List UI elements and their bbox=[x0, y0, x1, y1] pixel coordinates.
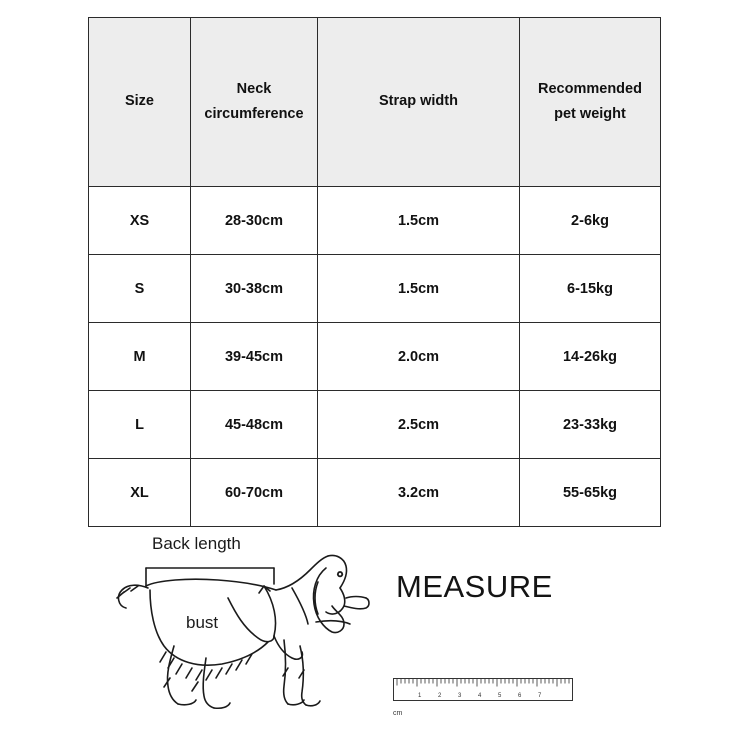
measure-illustration-section bbox=[0, 520, 750, 750]
column-header-neck-line1: Neck bbox=[236, 80, 272, 97]
ruler-tick-6: 6 bbox=[518, 693, 522, 699]
cell-weight: 6-15kg bbox=[520, 255, 661, 323]
column-header-size-label: Size bbox=[124, 93, 154, 110]
cell-strap: 3.2cm bbox=[318, 459, 520, 527]
table-row bbox=[89, 459, 661, 527]
ruler-tick-2: 2 bbox=[438, 693, 442, 699]
column-header-neck-line2: circumference bbox=[204, 106, 304, 122]
measure-title: MEASURE bbox=[396, 569, 553, 604]
cell-neck: 30-38cm bbox=[191, 255, 318, 323]
ruler-tick-7: 7 bbox=[538, 693, 542, 699]
cell-size: XS bbox=[89, 187, 191, 255]
cell-size: XL bbox=[89, 459, 191, 527]
table-body bbox=[89, 187, 661, 527]
column-header-strap-width bbox=[318, 18, 520, 187]
bust-label: bust bbox=[186, 613, 219, 632]
cell-strap: 2.5cm bbox=[318, 391, 520, 459]
table-header bbox=[89, 18, 661, 187]
cell-neck: 28-30cm bbox=[191, 187, 318, 255]
ruler-tick-1: 1 bbox=[418, 693, 422, 699]
cell-weight: 55-65kg bbox=[520, 459, 661, 527]
cell-strap: 2.0cm bbox=[318, 323, 520, 391]
cell-weight: 14-26kg bbox=[520, 323, 661, 391]
table-header-row bbox=[89, 18, 661, 187]
ruler-tick-5: 5 bbox=[498, 693, 502, 699]
ruler-icon bbox=[393, 670, 573, 715]
table-row bbox=[89, 391, 661, 459]
size-chart-table-container bbox=[88, 17, 660, 527]
cell-weight: 23-33kg bbox=[520, 391, 661, 459]
column-header-strap-label: Strap width bbox=[379, 93, 458, 110]
cell-size: M bbox=[89, 323, 191, 391]
column-header-weight-line1: Recommended bbox=[538, 80, 642, 97]
column-header-size bbox=[89, 18, 191, 187]
back-length-label: Back length bbox=[152, 534, 241, 553]
cell-strap: 1.5cm bbox=[318, 187, 520, 255]
dog-line-art-svg bbox=[78, 528, 378, 738]
ruler-svg bbox=[393, 670, 573, 710]
cell-size: L bbox=[89, 391, 191, 459]
cell-neck: 45-48cm bbox=[191, 391, 318, 459]
cell-neck: 39-45cm bbox=[191, 323, 318, 391]
table-row bbox=[89, 323, 661, 391]
column-header-recommended-pet-weight bbox=[520, 18, 661, 187]
size-chart-table bbox=[88, 17, 661, 527]
ruler-unit-label: cm bbox=[393, 710, 403, 717]
ruler-tick-3: 3 bbox=[458, 693, 462, 699]
cell-size: S bbox=[89, 255, 191, 323]
ruler-tick-4: 4 bbox=[478, 693, 482, 699]
cell-weight: 2-6kg bbox=[520, 187, 661, 255]
dog-illustration bbox=[78, 528, 378, 743]
cell-neck: 60-70cm bbox=[191, 459, 318, 527]
column-header-weight-line2: pet weight bbox=[554, 106, 626, 122]
table-row bbox=[89, 187, 661, 255]
cell-strap: 1.5cm bbox=[318, 255, 520, 323]
column-header-neck-circumference bbox=[191, 18, 318, 187]
table-row bbox=[89, 255, 661, 323]
